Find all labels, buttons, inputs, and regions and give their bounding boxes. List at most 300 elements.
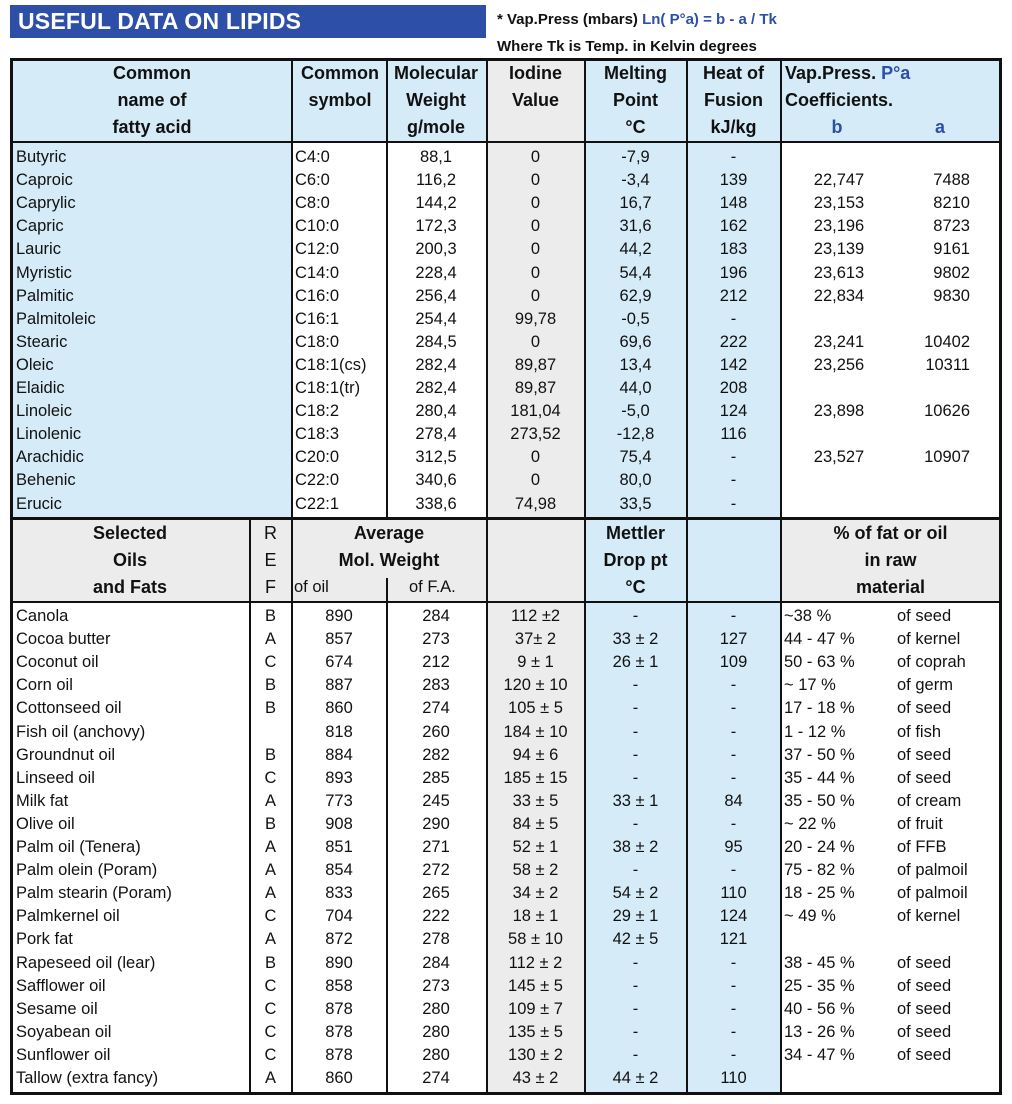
cell-oil-name: Tallow (extra fancy) [16,1069,159,1087]
header-text: E [264,550,277,570]
fatty-acid-table [12,146,1000,516]
header-text: Fusion [704,90,763,110]
cell-heat-of-fusion: 110 [720,1069,747,1087]
cell-fat-percent: 13 - 26 % [784,1022,855,1041]
cell-mw-oil: 893 [325,768,353,787]
cell-iodine-value: 0 [530,471,541,490]
cell-fat-percent: 50 - 63 % [784,653,855,672]
cell-heat-of-fusion: 116 [720,425,747,444]
table-row [12,146,1000,169]
cell-symbol: C20:0 [295,448,340,467]
cell-melting-point: 16,7 [619,194,652,213]
table-row [12,469,1000,492]
cell-heat-of-fusion: - [730,976,737,995]
cell-heat-of-fusion: - [730,676,737,695]
cell-symbol: C16:1 [295,309,340,328]
cell-coef-b: 22,834 [813,286,865,305]
cell-fatty-acid-name: Lauric [16,240,61,259]
header-text: Drop pt [603,550,668,570]
header-text: % of fat or oil [833,523,948,543]
cell-heat-of-fusion: 95 [724,838,743,856]
cell-iodine-value: 0 [530,286,541,305]
cell-heat-of-fusion: 139 [719,171,748,190]
cell-heat-of-fusion: 208 [719,379,748,397]
cell-fat-source: of seed [897,1022,952,1041]
cell-symbol: C12:0 [295,240,340,259]
cell-iodine-value: 33 ± 5 [512,791,559,810]
cell-ref [250,721,291,744]
header-coef-b: b [831,117,843,137]
cell-iodine-value: 105 ± 5 [508,699,563,718]
header-text: material [855,577,926,597]
cell-iodine-value: 84 ± 5 [512,814,559,833]
formula-equation: Ln( P°a) = b - a / Tk [642,11,777,28]
cell-mw-fa: 290 [422,814,450,833]
cell-fat-source: of seed [897,768,952,787]
cell-ref: A [264,838,276,856]
cell-coef-a [892,146,970,169]
cell-iodine-value: 9 ± 1 [517,653,554,672]
header-text: and Fats [92,577,167,597]
cell-oil-name: Fish oil (anchovy) [16,722,146,741]
table-row [12,905,1000,928]
table-row [12,377,1000,400]
cell-fat-percent: 38 - 45 % [784,953,855,972]
cell-iodine-value: 135 ± 5 [508,1022,563,1041]
cell-mw-fa: 283 [422,676,450,695]
cell-iodine-value: 0 [530,171,541,190]
header-iodine-value [487,60,584,114]
cell-mw-fa: 284 [422,607,450,625]
cell-drop-point: - [632,814,639,833]
cell-drop-point: - [632,607,639,625]
cell-heat-of-fusion: 148 [719,194,748,213]
cell-iodine-value: 99,78 [514,309,557,328]
cell-heat-of-fusion: - [730,722,737,741]
cell-melting-point: 54,4 [619,263,652,282]
cell-iodine-value: 130 ± 2 [508,1045,563,1064]
cell-fat-source: of fruit [897,814,943,833]
cell-ref: C [264,1022,277,1041]
cell-heat-of-fusion: 109 [719,653,748,672]
cell-drop-point: 38 ± 2 [612,838,659,856]
header-melting-point [585,60,686,141]
cell-symbol: C8:0 [295,194,330,213]
header-text: Molecular [393,63,479,83]
cell-coef-a: 8723 [933,217,970,236]
cell-fat-source: of fish [897,722,942,741]
cell-molecular-weight: 278,4 [415,425,457,444]
header-text: Common [113,63,191,83]
cell-oil-name: Groundnut oil [16,745,116,764]
header-text: Value [511,90,560,110]
formula-prefix: * Vap.Press (mbars) [497,11,643,28]
cell-coef-a [892,308,970,331]
cell-symbol: C10:0 [295,217,340,236]
cell-mw-fa: 282 [422,745,450,764]
cell-fat-percent: 75 - 82 % [784,861,855,880]
cell-drop-point: - [632,1022,639,1041]
cell-mw-oil: 704 [325,907,353,926]
cell-fatty-acid-name: Behenic [16,471,76,490]
header-ref [250,520,291,601]
cell-fat-source: of seed [897,745,952,764]
cell-drop-point: - [632,676,639,695]
header-percent-fat [781,520,1000,601]
cell-symbol: C14:0 [295,263,340,282]
cell-heat-of-fusion: - [730,999,737,1018]
cell-iodine-value: 145 ± 5 [508,976,563,995]
cell-heat-of-fusion: - [730,699,737,718]
table-row [12,446,1000,469]
cell-mw-fa: 260 [422,722,450,741]
cell-coef-b: 23,613 [813,263,865,282]
vapor-pressure-formula [497,11,777,28]
cell-heat-of-fusion: 124 [719,907,748,926]
cell-mw-fa: 274 [422,699,450,718]
cell-ref: B [264,607,276,625]
cell-fat-percent: 44 - 47 % [784,630,855,649]
cell-fat-source: of germ [897,676,953,695]
cell-fat-percent: 34 - 47 % [784,1045,855,1064]
cell-mw-fa: 274 [422,1069,450,1087]
cell-iodine-value: 0 [530,332,541,351]
cell-fatty-acid-name: Myristic [16,263,72,282]
cell-melting-point: 31,6 [619,217,652,236]
header-common-symbol [292,60,388,114]
cell-molecular-weight: 254,4 [415,309,457,328]
cell-ref: C [264,768,277,787]
cell-fat-source: of FFB [897,838,947,856]
cell-fat-source: of kernel [897,630,961,649]
cell-coef-b: 23,241 [813,332,865,351]
table-row [12,721,1000,744]
table-row [12,859,1000,882]
cell-iodine-value: 109 ± 7 [508,999,563,1018]
table-row [12,400,1000,423]
cell-melting-point: 33,5 [619,494,652,513]
cell-mw-fa: 273 [422,630,450,649]
cell-iodine-value: 58 ± 2 [512,861,559,880]
cell-coef-a [892,493,970,516]
cell-coef-b: 22,747 [813,171,865,190]
cell-fatty-acid-name: Linoleic [16,402,72,421]
table-row [12,285,1000,308]
cell-coef-b [802,493,876,516]
cell-ref: C [264,907,277,926]
cell-coef-b [802,469,876,492]
header-text: Mol. Weight [338,550,440,570]
cell-heat-of-fusion: 196 [719,263,748,282]
cell-coef-a: 10907 [924,448,970,467]
cell-ref: C [264,976,277,995]
cell-symbol: C18:1(tr) [295,379,361,397]
cell-drop-point: - [632,976,639,995]
cell-oil-name: Rapeseed oil (lear) [16,953,156,972]
cell-mw-fa: 272 [422,861,450,880]
cell-melting-point: -12,8 [616,425,655,444]
cell-iodine-value: 34 ± 2 [512,884,559,903]
cell-heat-of-fusion: 183 [719,240,748,259]
page-title: USEFUL DATA ON LIPIDS [10,5,486,38]
cell-melting-point: 44,2 [619,240,652,259]
cell-ref: B [264,676,276,695]
cell-mw-oil: 860 [325,699,353,718]
cell-molecular-weight: 200,3 [415,240,457,259]
cell-iodine-value: 74,98 [514,494,557,513]
cell-fatty-acid-name: Elaidic [16,379,65,397]
cell-drop-point: 54 ± 2 [612,884,659,903]
header-text: Melting [604,63,667,83]
cell-fat-source: of palmoil [897,861,968,880]
cell-coef-a [892,423,970,446]
cell-mw-oil: 878 [325,1045,353,1064]
cell-heat-of-fusion: - [730,745,737,764]
header-selected-oils [12,520,248,601]
table-row [12,262,1000,285]
cell-fat-percent: 1 - 12 % [784,722,846,741]
cell-oil-name: Linseed oil [16,768,95,787]
cell-coef-b [802,308,876,331]
cell-fat-source: of seed [897,1045,952,1064]
cell-fatty-acid-name: Oleic [16,355,54,374]
header-text: fatty acid [112,117,192,137]
cell-mw-fa: 212 [422,653,450,672]
cell-iodine-value: 89,87 [514,379,557,397]
cell-ref: B [264,745,276,764]
cell-drop-point: - [632,953,639,972]
cell-iodine-value: 52 ± 1 [512,838,559,856]
cell-heat-of-fusion: 212 [719,286,748,305]
header-mettler-drop [585,520,686,601]
cell-heat-of-fusion: 222 [719,332,748,351]
table-row [12,744,1000,767]
cell-coef-a: 8210 [933,194,970,213]
cell-iodine-value: 112 ± 2 [508,953,563,972]
cell-molecular-weight: 282,4 [415,355,457,374]
cell-fat-percent: 17 - 18 % [784,699,855,718]
cell-heat-of-fusion: - [730,1022,737,1041]
table-row [12,651,1000,674]
cell-mw-oil: 773 [325,791,353,810]
header-text: g/mole [406,117,465,137]
table-row [12,605,1000,628]
cell-oil-name: Milk fat [16,791,69,810]
cell-fat-percent: 37 - 50 % [784,745,855,764]
cell-heat-of-fusion: 142 [719,355,748,374]
cell-molecular-weight: 172,3 [415,217,457,236]
cell-coef-b: 23,256 [813,355,865,374]
header-text: F [265,577,276,597]
cell-mw-oil: 890 [325,607,353,625]
header-text: in raw [864,550,917,570]
cell-coef-a [892,377,970,400]
cell-oil-name: Cocoa butter [16,630,111,649]
cell-melting-point: 69,6 [619,332,652,351]
cell-fat-percent: ~ 17 % [784,676,836,695]
cell-oil-name: Palm oil (Tenera) [16,838,141,856]
cell-coef-b [802,377,876,400]
cell-mw-oil: 854 [325,861,353,880]
cell-heat-of-fusion: 124 [719,402,748,421]
table-row [12,952,1000,975]
cell-fat-percent: 20 - 24 % [784,838,855,856]
cell-mw-oil: 878 [325,999,353,1018]
header-text: Coefficients. [785,90,894,110]
cell-coef-b [802,146,876,169]
cell-symbol: C18:3 [295,425,340,444]
cell-oil-name: Soyabean oil [16,1022,112,1041]
cell-coef-a: 7488 [933,171,970,190]
cell-symbol: C6:0 [295,171,330,190]
cell-mw-fa: 271 [422,838,450,856]
cell-heat-of-fusion: - [730,814,737,833]
cell-fatty-acid-name: Palmitic [16,286,74,305]
cell-molecular-weight: 256,4 [415,286,457,305]
cell-heat-of-fusion: 121 [719,930,748,949]
cell-symbol: C4:0 [295,148,330,166]
cell-drop-point: - [632,861,639,880]
cell-ref: B [264,699,276,718]
header-of-oil: of oil [294,578,329,596]
cell-mw-oil: 887 [325,676,353,695]
table-row [12,308,1000,331]
header-text: Oils [112,550,147,570]
table-row [12,882,1000,905]
cell-heat-of-fusion: - [730,148,737,166]
cell-mw-fa: 285 [422,768,450,787]
cell-mw-oil: 851 [325,838,353,856]
cell-symbol: C18:0 [295,332,340,351]
header-coef-a: a [934,117,945,137]
cell-mw-fa: 245 [422,791,450,810]
header-text: Mettler [605,523,665,543]
cell-drop-point: - [632,999,639,1018]
header-text: °C [625,577,646,597]
table-row [12,697,1000,720]
cell-mw-oil: 857 [325,630,353,649]
cell-fat-source: of coprah [897,653,966,672]
cell-heat-of-fusion: - [730,607,737,625]
cell-mw-fa: 265 [422,884,450,903]
cell-oil-name: Coconut oil [16,653,99,672]
cell-mw-oil: 860 [325,1069,353,1087]
cell-drop-point: - [632,745,639,764]
cell-oil-name: Canola [16,607,69,625]
header-text: Point [613,90,658,110]
cell-drop-point: 33 ± 1 [612,791,659,810]
cell-fat-source: of cream [897,791,962,810]
table-row [12,354,1000,377]
cell-molecular-weight: 280,4 [415,402,457,421]
cell-drop-point: 33 ± 2 [612,630,659,649]
cell-fat-source: of seed [897,976,952,995]
cell-oil-name: Palm olein (Poram) [16,861,158,880]
cell-drop-point: 26 ± 1 [612,653,659,672]
cell-drop-point: - [632,768,639,787]
cell-fat-percent: 35 - 50 % [784,791,855,810]
cell-mw-oil: 878 [325,1022,353,1041]
cell-mw-oil: 908 [325,814,353,833]
header-text: Vap.Press. [785,63,882,83]
cell-melting-point: 75,4 [619,448,652,467]
cell-oil-name: Sesame oil [16,999,98,1018]
formula-note: Where Tk is Temp. in Kelvin degrees [497,38,757,55]
cell-ref: A [264,930,276,949]
cell-iodine-value: 0 [530,217,541,236]
cell-symbol: C22:1 [295,494,340,513]
table-row [12,493,1000,516]
cell-fat-source: of seed [897,699,952,718]
table-row [12,238,1000,261]
cell-fat-percent: 35 - 44 % [784,768,855,787]
cell-fat-percent [784,928,884,951]
cell-fatty-acid-name: Arachidic [16,448,84,467]
cell-heat-of-fusion: - [730,768,737,787]
cell-mw-fa: 278 [422,930,450,949]
cell-oil-name: Pork fat [16,930,73,949]
table-row [12,331,1000,354]
cell-mw-fa: 222 [422,907,450,926]
table-row [12,192,1000,215]
header-text: P°a [881,63,911,83]
cell-molecular-weight: 144,2 [415,194,457,213]
cell-fatty-acid-name: Erucic [16,494,62,513]
cell-fatty-acid-name: Caprylic [16,194,76,213]
cell-fat-percent: ~ 22 % [784,814,836,833]
cell-ref: A [264,791,276,810]
cell-fat-source [897,928,998,951]
header-text: Weight [406,90,466,110]
cell-coef-a: 9161 [933,240,970,259]
table-row [12,836,1000,859]
cell-mw-oil: 884 [325,745,353,764]
header-text: Heat of [702,63,764,83]
cell-mw-oil: 890 [325,953,353,972]
table-row [12,215,1000,238]
cell-molecular-weight: 228,4 [415,263,457,282]
cell-fatty-acid-name: Palmitoleic [16,309,96,328]
cell-coef-a: 10311 [925,355,970,374]
header-of-fa: of F.A. [409,578,456,596]
cell-symbol: C18:2 [295,402,340,421]
cell-iodine-value: 0 [530,240,541,259]
cell-fat-source: of seed [897,953,952,972]
cell-heat-of-fusion: 84 [724,791,743,810]
cell-melting-point: 44,0 [619,379,652,397]
cell-iodine-value: 18 ± 1 [512,907,559,926]
cell-iodine-value: 37± 2 [514,630,557,649]
table-row [12,767,1000,790]
cell-ref: C [264,653,277,672]
cell-mw-oil: 674 [325,653,353,672]
cell-molecular-weight: 88,1 [419,148,453,166]
cell-drop-point: - [632,1045,639,1064]
header-text: Selected [92,523,168,543]
cell-iodine-value: 94 ± 6 [512,745,559,764]
cell-symbol: C22:0 [295,471,340,490]
header-text: Average [353,523,425,543]
cell-iodine-value: 0 [530,148,541,166]
cell-iodine-value: 184 ± 10 [503,722,568,741]
cell-fat-source [897,1067,998,1090]
cell-ref: A [264,630,276,649]
header-average-mol-weight [292,520,486,574]
cell-drop-point: 29 ± 1 [612,907,659,926]
cell-oil-name: Sunflower oil [16,1045,111,1064]
cell-fat-source: of palmoil [897,884,968,903]
cell-fat-percent: 18 - 25 % [784,884,855,903]
